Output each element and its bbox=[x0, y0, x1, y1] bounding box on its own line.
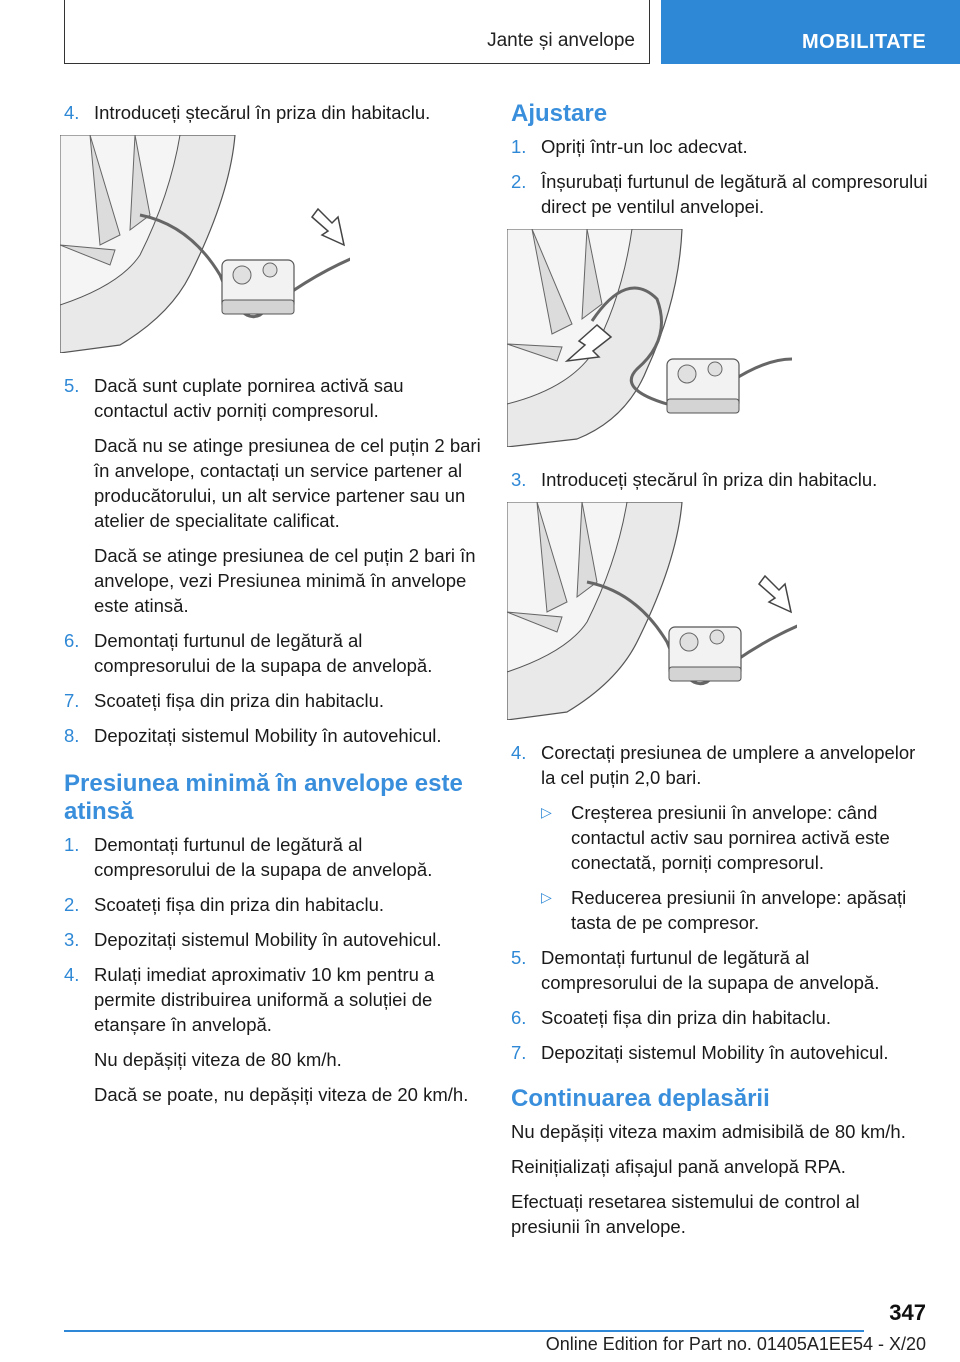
step-min-4 bbox=[64, 962, 482, 1107]
step-left-6 bbox=[64, 628, 482, 678]
step-min-1 bbox=[64, 832, 482, 882]
footer-divider bbox=[64, 1330, 864, 1332]
step-number: 3. bbox=[511, 469, 527, 490]
plug-socket-illustration bbox=[507, 502, 797, 720]
step-min-2 bbox=[64, 892, 482, 917]
step-text: Depozitați sistemul Mobility în autovehicul. bbox=[94, 725, 442, 746]
step-text: Opriți într-un loc adecvat. bbox=[541, 136, 748, 157]
step-left-4 bbox=[64, 100, 482, 125]
step-text: Scoateți fișa din priza din habitaclu. bbox=[94, 894, 385, 915]
step-right-7 bbox=[511, 1040, 929, 1065]
step-right-2 bbox=[511, 169, 929, 219]
step-text: Înșurubați furtunul de legătură al compresorului direct pe ventilul anvelopei. bbox=[541, 171, 928, 217]
step-left-8 bbox=[64, 723, 482, 748]
hose-valve-illustration bbox=[507, 229, 797, 447]
step-number: 4. bbox=[64, 102, 80, 123]
compressor-wheel-image bbox=[60, 135, 350, 353]
step-left-7 bbox=[64, 688, 482, 713]
bullet-text: Creșterea presiunii în anvelope: când contactul activ sau pornirea activă este conectată, porniți compresorul. bbox=[571, 802, 890, 873]
header-section-box bbox=[64, 0, 650, 64]
step-number: 6. bbox=[64, 630, 80, 651]
chapter-tab: MOBILITATE bbox=[661, 0, 960, 64]
step-text: Rulați imediat aproximativ 10 km pentru a permite distribuirea uniformă a soluției de etanșare în anvelopă. bbox=[94, 964, 435, 1035]
step-note: Dacă se atinge presiunea de cel puțin 2 bari în anvelope, vezi Presiunea minimă în anvelope este atinsă. bbox=[94, 545, 476, 616]
triangle-bullet-icon: ▷ bbox=[541, 889, 552, 905]
step-number: 1. bbox=[511, 136, 527, 157]
step-number: 5. bbox=[64, 375, 80, 396]
paragraph: Reinițializați afișajul pană anvelopă RPA. bbox=[511, 1156, 846, 1177]
step-number: 5. bbox=[511, 947, 527, 968]
step-number: 1. bbox=[64, 834, 80, 855]
step-right-4 bbox=[511, 740, 929, 790]
section-heading-ajustare: Ajustare bbox=[511, 100, 608, 127]
step-number: 3. bbox=[64, 929, 80, 950]
bullet-item bbox=[541, 800, 929, 875]
step-number: 2. bbox=[511, 171, 527, 192]
bullet-list bbox=[511, 800, 929, 935]
step-text: Corectați presiunea de umplere a anvelopelor la cel puțin 2,0 bari. bbox=[541, 742, 916, 788]
step-number: 2. bbox=[64, 894, 80, 915]
step-left-5 bbox=[64, 373, 482, 618]
step-text: Depozitați sistemul Mobility în autovehicul. bbox=[541, 1042, 889, 1063]
step-number: 6. bbox=[511, 1007, 527, 1028]
section-title: Jante și anvelope bbox=[487, 30, 635, 51]
step-text: Demontați furtunul de legătură al compresorului de la supapa de anvelopă. bbox=[94, 834, 433, 880]
step-text: Scoateți fișa din priza din habitaclu. bbox=[94, 690, 385, 711]
paragraph: Efectuați resetarea sistemului de control al presiunii în anvelope. bbox=[511, 1191, 860, 1237]
triangle-bullet-icon: ▷ bbox=[541, 804, 552, 820]
plug-socket-image bbox=[507, 502, 797, 720]
step-text: Depozitați sistemul Mobility în autovehicul. bbox=[94, 929, 442, 950]
step-text: Demontați furtunul de legătură al compresorului de la supapa de anvelopă. bbox=[94, 630, 433, 676]
step-text: Demontați furtunul de legătură al compresorului de la supapa de anvelopă. bbox=[541, 947, 880, 993]
step-text: Dacă sunt cuplate pornirea activă sau contactul activ porniți compresorul. bbox=[94, 375, 404, 421]
section-heading: Presiunea minimă în anvelope este atinsă bbox=[64, 770, 463, 825]
right-column bbox=[511, 100, 929, 1249]
page-number: 347 bbox=[889, 1300, 926, 1325]
step-right-1 bbox=[511, 134, 929, 159]
step-text: Introduceți ștecărul în priza din habitaclu. bbox=[541, 469, 878, 490]
section-heading-continuare: Continuarea deplasării bbox=[511, 1085, 770, 1112]
step-text: Introduceți ștecărul în priza din habitaclu. bbox=[94, 102, 431, 123]
step-note: Nu depășiți viteza de 80 km/h. bbox=[94, 1049, 342, 1070]
step-right-3 bbox=[511, 467, 929, 492]
step-min-3 bbox=[64, 927, 482, 952]
left-column bbox=[64, 100, 482, 1117]
bullet-text: Reducerea presiunii în anvelope: apăsați tasta de pe compresor. bbox=[571, 887, 907, 933]
hose-valve-image bbox=[507, 229, 797, 447]
step-note: Dacă nu se atinge presiunea de cel puțin 2 bari în anvelope, contactați un service partener al producătorului, un alt service partener sau un atelier de specialitate calificat. bbox=[94, 435, 481, 531]
footer-edition: Online Edition for Part no. 01405A1EE54 - X/20 bbox=[545, 1334, 926, 1354]
step-number: 7. bbox=[511, 1042, 527, 1063]
step-number: 8. bbox=[64, 725, 80, 746]
compressor-wheel-illustration bbox=[60, 135, 350, 353]
step-number: 7. bbox=[64, 690, 80, 711]
step-right-5 bbox=[511, 945, 929, 995]
paragraph: Nu depășiți viteza maxim admisibilă de 80 km/h. bbox=[511, 1121, 906, 1142]
step-number: 4. bbox=[64, 964, 80, 985]
step-right-6 bbox=[511, 1005, 929, 1030]
step-text: Scoateți fișa din priza din habitaclu. bbox=[541, 1007, 832, 1028]
step-number: 4. bbox=[511, 742, 527, 763]
step-note: Dacă se poate, nu depășiți viteza de 20 km/h. bbox=[94, 1084, 469, 1105]
bullet-item bbox=[541, 885, 929, 935]
